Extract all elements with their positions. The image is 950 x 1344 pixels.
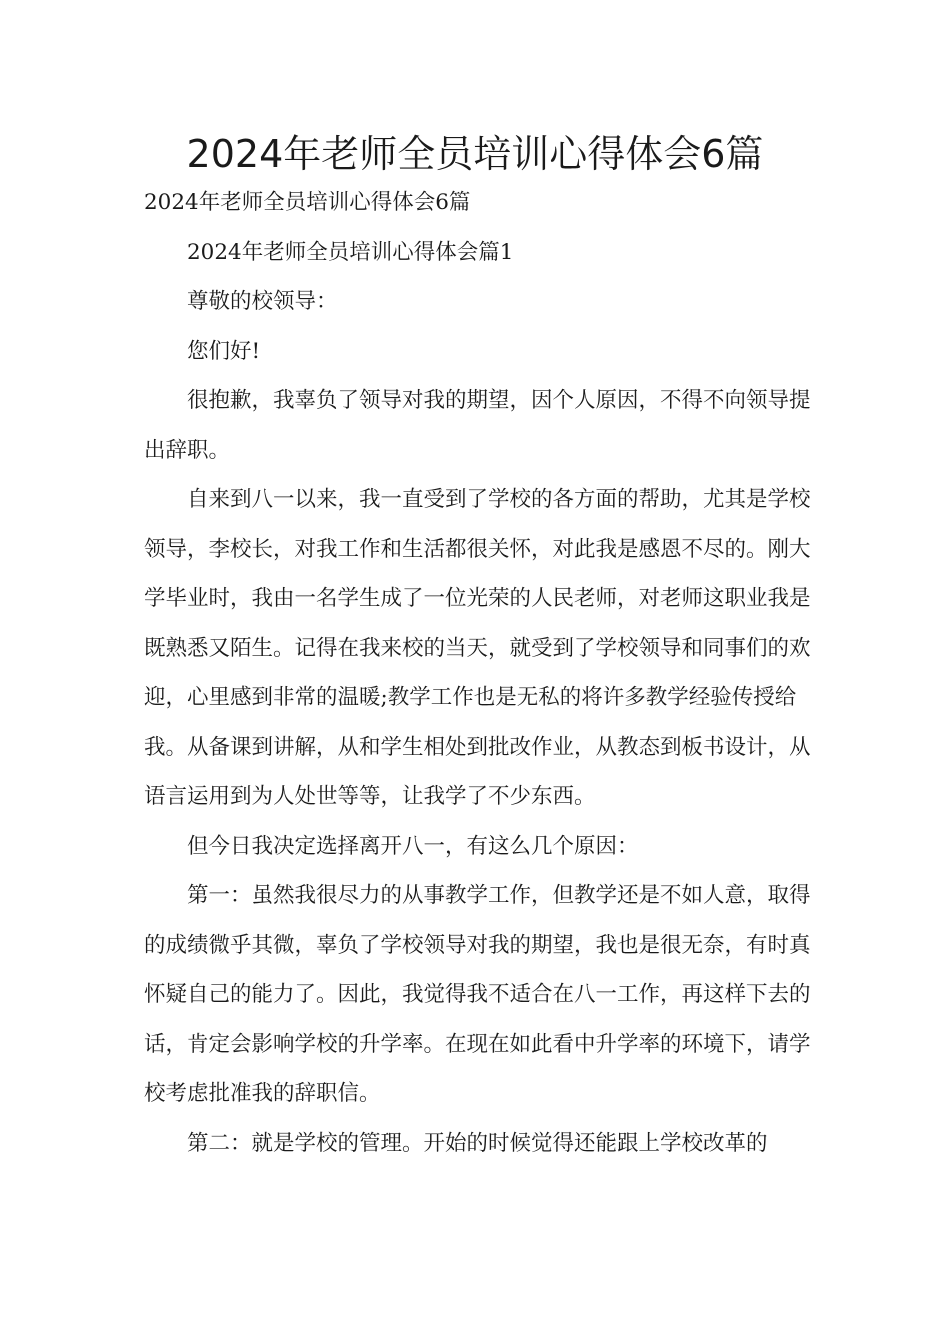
section-heading: 2024年老师全员培训心得体会篇1 bbox=[187, 239, 514, 265]
paragraph: 但今日我决定选择离开八一，有这么几个原因： bbox=[187, 833, 639, 859]
document-title: 2024年老师全员培训心得体会6篇 bbox=[186, 132, 764, 176]
paragraph: 第一：虽然我很尽力的从事教学工作，但教学还是不如人意，取得的成绩微乎其微，辜负了学校领导对我的期望，我也是很无奈，有时真怀疑自己的能力了。因此，我觉得我不适合在八一工作，再这样下去的话，肯定会影响学校的升学率。在现在如此看中升学率的环境下，请学校考虑批准我的辞职信。 bbox=[144, 883, 811, 1106]
paragraph: 自来到八一以来，我一直受到了学校的各方面的帮助，尤其是学校领导，李校长，对我工作和生活都很关怀，对此我是感恩不尽的。刚大学毕业时，我由一名学生成了一位光荣的人民老师，对老师这职业我是既熟悉又陌生。记得在我来校的当天，就受到了学校领导和同事们的欢迎，心里感到非常的温暖;教学工作也是无私的将许多教学经验传授给我。从备课到讲解，从和学生相处到批改作业，从教态到板书设计，从语言运用到为人处世等等，让我学了不少东西。 bbox=[144, 487, 811, 809]
salutation: 尊敬的校领导： bbox=[187, 289, 338, 314]
paragraph: 很抱歉，我辜负了领导对我的期望，因个人原因，不得不向领导提出辞职。 bbox=[144, 388, 811, 463]
document-subtitle: 2024年老师全员培训心得体会6篇 bbox=[144, 190, 471, 215]
greeting: 您们好! bbox=[187, 338, 261, 364]
document-body bbox=[144, 178, 819, 1168]
paragraph: 第二：就是学校的管理。开始的时候觉得还能跟上学校改革的 bbox=[187, 1130, 768, 1156]
